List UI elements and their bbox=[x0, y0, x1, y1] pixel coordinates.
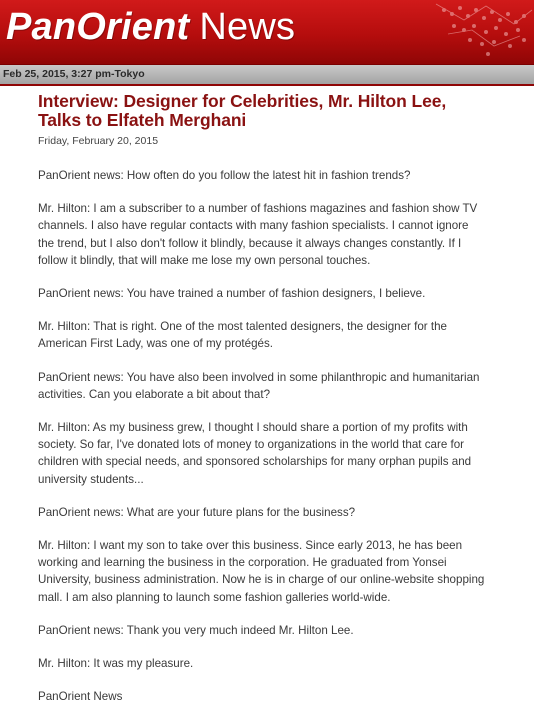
article-paragraph: Mr. Hilton: It was my pleasure. bbox=[38, 657, 194, 671]
logo-text-news: News bbox=[199, 6, 296, 48]
article-paragraph: Mr. Hilton: I am a subscriber to a number of fashions magazines and fashion show TV channels. I also have regular contacts with many fashion specialists. I cannot ignore the trend, but I also don't follow it blindly, because it always changes constantly. If I follow it blindly, that will make me lose my own personal touches. bbox=[38, 202, 478, 267]
masthead bbox=[0, 0, 534, 64]
article-paragraph: PanOrient news: Thank you very much indeed Mr. Hilton Lee. bbox=[38, 623, 354, 637]
article-paragraph: Mr. Hilton: That is right. One of the most talented designers, the designer for the American First Lady, was one of my protégés. bbox=[38, 320, 448, 351]
article-paragraph: PanOrient news: You have also been involved in some philanthropic and humanitarian activities. Can you elaborate a bit about that? bbox=[38, 370, 480, 401]
article-paragraph: PanOrient news: What are your future plans for the business? bbox=[38, 505, 356, 519]
article-paragraph: PanOrient news: How often do you follow the latest hit in fashion trends? bbox=[38, 169, 411, 182]
dateline-bar: Feb 25, 2015, 3:27 pm-Tokyo bbox=[0, 64, 534, 86]
article-title[interactable]: Interview: Designer for Celebrities, Mr. Hilton Lee, Talks to Elfateh Merghani bbox=[38, 91, 447, 130]
article bbox=[0, 92, 496, 705]
article-paragraph: Mr. Hilton: I want my son to take over this business. Since early 2013, he has been working and learning the business in the corporation. He graduated from Yonsei University, business administration. Now he is in charge of our online-website shopping mall. I am also planning to launch some fashion galleries world-wide. bbox=[38, 539, 485, 604]
article-paragraph: PanOrient news: You have trained a number of fashion designers, I believe. bbox=[38, 287, 426, 301]
logo-text-panorient: PanOrient bbox=[6, 6, 190, 48]
world-map-graphic bbox=[424, 0, 534, 64]
article-date: Friday, February 20, 2015 bbox=[38, 135, 159, 147]
article-paragraph: Mr. Hilton: As my business grew, I thought I should share a portion of my profits with society. So far, I've donated lots of money to organizations in the world that care for children with special needs, and sponsored scholarships for many orphan pupils and university students... bbox=[38, 421, 472, 486]
article-signature: PanOrient News bbox=[38, 690, 123, 704]
site-logo[interactable] bbox=[6, 4, 295, 50]
